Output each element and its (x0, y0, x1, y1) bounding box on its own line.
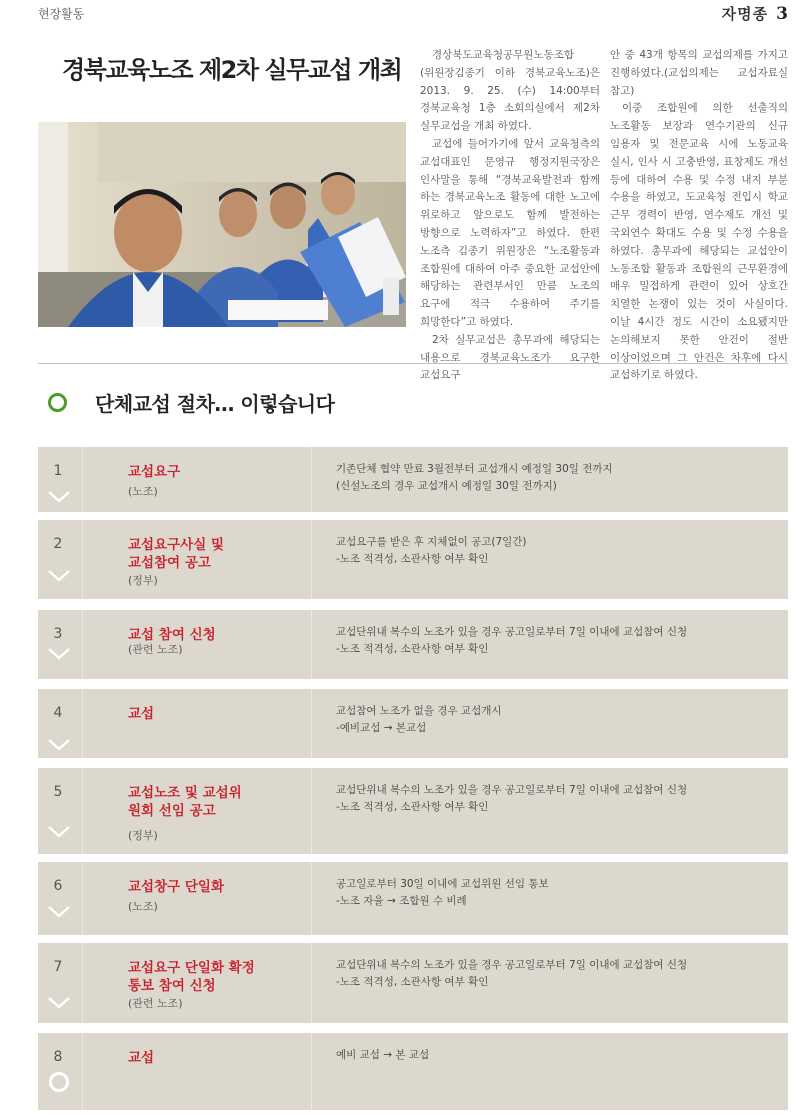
paragraph: 2차 실무교섭은 총무과에 해당되는 내용으로 경북교육노조가 요구한 교섭요구 (420, 333, 600, 382)
step-title: 교섭요구 단일화 확정 통보 참여 신청 (128, 960, 255, 994)
step-description: 교섭요구를 받은 후 지체없이 공고(7일간) -노조 적격성, 소관사항 여부 확인 (336, 536, 527, 565)
chevron-down-icon (47, 489, 71, 503)
step-number: 8 (53, 1049, 63, 1065)
step-actor: (관련 노조) (128, 997, 183, 1010)
article-column-1 (420, 47, 600, 385)
step-divider (82, 689, 83, 758)
page-number: 3 (776, 4, 788, 24)
step-divider (311, 447, 312, 512)
procedure-step (38, 520, 788, 599)
article-title: 경북교육노조 제2차 실무교섭 개최 (62, 56, 402, 84)
magazine-title: 자명종 (721, 5, 769, 23)
step-title: 교섭요구 (128, 464, 181, 480)
masthead (722, 3, 788, 24)
step-number: 6 (53, 878, 63, 894)
procedure-heading (48, 388, 334, 417)
step-description: 예비 교섭 → 본 교섭 (336, 1049, 430, 1061)
section-divider (38, 363, 788, 364)
chevron-down-icon (47, 737, 71, 751)
step-title: 교섭요구사실 및 교섭참여 공고 (128, 537, 224, 571)
step-divider (82, 1033, 83, 1110)
paragraph: 안 중 43개 항목의 교섭의제를 가지고 진행하였다.(교섭의제는 교섭자료실 참고) (610, 49, 788, 97)
procedure-step (38, 447, 788, 512)
paragraph: 경상북도교육청공무원노동조합(위원장김종기 이하 경북교육노조)은 2013. 9. 25. (수) 14:00부터 경북교육청 1층 소회의실에서 제2차 실무교섭을 개최 하였다. (420, 49, 600, 133)
article-column-2 (610, 47, 788, 385)
procedure-step (38, 862, 788, 935)
step-divider (311, 689, 312, 758)
step-title: 교섭 (128, 1050, 155, 1066)
step-divider (311, 943, 312, 1023)
procedure-title: 단체교섭 절차… 이렇습니다 (95, 392, 335, 416)
step-actor: (정부) (128, 574, 158, 587)
chevron-down-icon (47, 824, 71, 838)
step-description: 교섭단위내 복수의 노조가 있을 경우 공고일로부터 7일 이내에 교섭참여 신청 -노조 적격성, 소관사항 여부 확인 (336, 784, 688, 813)
step-number: 7 (53, 959, 63, 975)
step-title: 교섭창구 단일화 (128, 879, 224, 895)
step-actor: (정부) (128, 829, 158, 842)
chevron-down-icon (47, 904, 71, 918)
section-label: 현장활동 (38, 7, 85, 21)
ring-icon (48, 393, 67, 412)
step-description: 교섭단위내 복수의 노조가 있을 경우 공고일로부터 7일 이내에 교섭참여 신청 -노조 적격성, 소관사항 여부 확인 (336, 626, 688, 655)
step-description: 교섭단위내 복수의 노조가 있을 경우 공고일로부터 7일 이내에 교섭참여 신청 -노조 적격성, 소관사항 여부 확인 (336, 959, 688, 988)
step-divider (82, 943, 83, 1023)
step-number: 4 (53, 705, 63, 721)
step-actor: (관련 노조) (128, 643, 183, 656)
step-number: 2 (53, 536, 63, 552)
paragraph: 교섭에 들어가기에 앞서 교육청측의 교섭대표인 문영규 행정지원국장은 인사말을 통해 “경북교육발전과 함께 하는 경북교육노조 활동에 대한 노고에 위로하고 앞으로도 함께 발전하는 방향으로 노력하자”고 하였다. 한편 노조측 김종기 위원장은 “노조활동과 조합원에 대하여 아주 중요한 교섭안에 해당하는 관련부서인 만큼 노조의 요구에 적극 수용하여 주기를 희망한다”고 하였다. (420, 137, 600, 328)
circle-icon (47, 1071, 71, 1093)
step-description: 공고일로부터 30일 이내에 교섭위원 선임 통보 -노조 자율 → 조합원 수 비례 (336, 878, 549, 907)
meeting-photo (38, 122, 406, 327)
paragraph: 이중 조합원에 의한 선출직의 노조활동 보장과 연수기관의 신규 임용자 및 전문교육 시에 노동교육 실시, 인사 시 고충반영, 표창제도 개선 등에 대하여 수용 및 수정 내지 부분 수용을 하였고, 도교육청 전입시 학교 근무 경력이 반영, 연수제도 개선 및 국외연수 확대도 수용 및 수정 수용을 하였다. 총무과에 해당되는 교섭안이 노동조합 활동과 조합원의 근무환경에 매우 밀접하게 관련이 있어 상호간 치열한 논쟁이 있는 것이 사실이다. 이날 4시간 정도 시간이 소요됐지만 논의해보지 못한 안건이 절반 이상이었으며 그 안건은 차후에 다시 교섭하기로 하였다. (610, 102, 788, 382)
step-number: 3 (53, 626, 63, 642)
step-title: 교섭 (128, 706, 155, 722)
procedure-step (38, 610, 788, 679)
step-divider (82, 768, 83, 854)
procedure-step (38, 689, 788, 758)
chevron-down-icon (47, 995, 71, 1009)
step-divider (311, 1033, 312, 1110)
step-number: 5 (53, 784, 63, 800)
step-description: 기존단체 협약 만료 3월전부터 교섭개시 예정일 30일 전까지 (신설노조의 경우 교섭개시 예정일 30일 전까지) (336, 463, 613, 492)
procedure-step (38, 768, 788, 854)
chevron-down-icon (47, 646, 71, 660)
step-divider (311, 862, 312, 935)
step-actor: (노조) (128, 485, 158, 498)
step-title: 교섭 참여 신청 (128, 627, 216, 643)
procedure-step (38, 1033, 788, 1110)
step-title: 교섭노조 및 교섭위 원회 선임 공고 (128, 785, 242, 819)
step-divider (82, 610, 83, 679)
step-divider (82, 520, 83, 599)
step-divider (311, 520, 312, 599)
step-divider (311, 768, 312, 854)
step-description: 교섭참여 노조가 없을 경우 교섭개시 -예비교섭 → 본교섭 (336, 705, 502, 734)
step-number: 1 (53, 463, 63, 479)
step-divider (82, 862, 83, 935)
procedure-step (38, 943, 788, 1023)
step-divider (82, 447, 83, 512)
chevron-down-icon (47, 568, 71, 582)
step-divider (311, 610, 312, 679)
step-actor: (노조) (128, 900, 158, 913)
